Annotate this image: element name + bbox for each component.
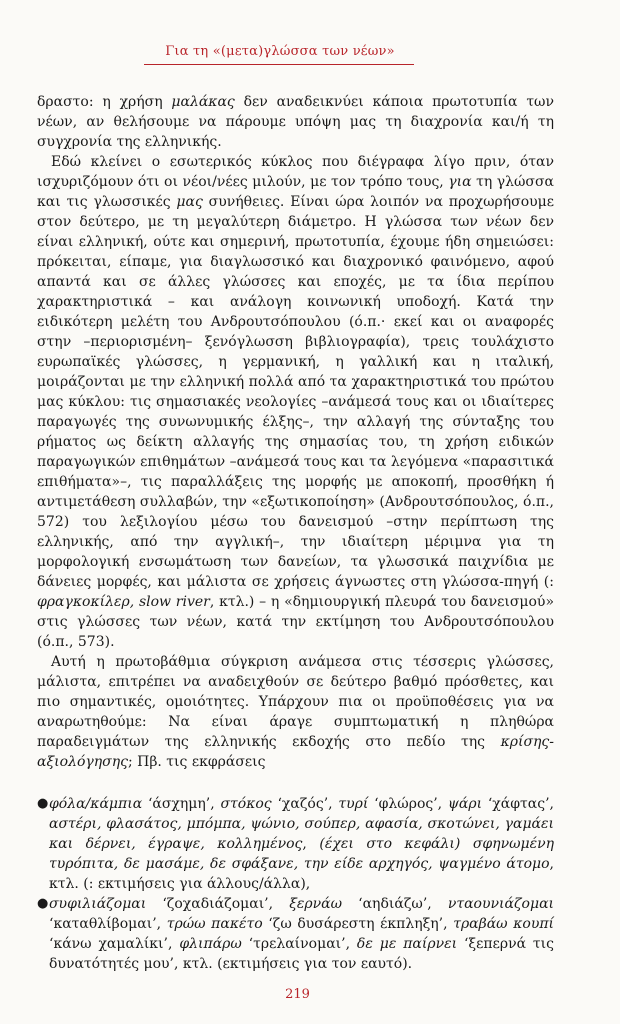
italic-term: δε με παίρνει [356,936,458,952]
text-run: , [302,836,320,852]
text-run: Αυτή η πρωτοβάθμια σύγκριση ανάμεσα στις τέσσερις γλώσσες, μάλιστα, επιτρέπει να αναδειχθούν σε δεύτερο βαθμό πρόσθετες, και πιο σημαντικές, ομοιότητες. Υπάρχουν πια οι προϋποθέσεις για να αναρωτηθούμε: Να είναι άραγε συμπτωματική η πληθώρα παραδειγμάτων της ελληνικής εκδοχής στο πεδίο της [37,654,554,750]
text-run: ‘τρελαίνομαι’, [241,936,357,952]
text-run: δραστο: η χρήση [37,94,172,110]
italic-term: ψάρι [447,796,483,812]
text-run: ‘ζοχαδιάζομαι’, [146,896,290,912]
page-body [37,92,554,974]
paragraphs [37,92,554,772]
text-run: ‘φλώρος’, [368,796,448,812]
text-run: Εδώ κλείνει ο εσωτερικός κύκλος που διέγραφα λίγο πριν, όταν ισχυριζόμουν ότι οι νέοι/νέες μιλούν, με τον τρόπο τους, [37,154,554,190]
text-run: ‘καταθλίβομαι’, [49,916,167,932]
italic-term: ξερνάω [289,896,343,912]
text-run: δεν αναδεικνύει κάποια πρωτοτυπία των νέων, αν θελήσουμε να πάρουμε υπόψη μας τη διαχρονία και/ή τη συγχρονία της ελληνικής. [37,94,554,150]
text-run: ‘χάφτας’, [482,796,554,812]
text-run: , κτλ. (: εκτιμήσεις για άλλους/άλλα), [49,856,554,892]
text-run: ‘αηδιάζω’, [342,896,448,912]
italic-term: κρίσης-αξιολόγησης [37,734,554,770]
italic-term: νταουνιάζομαι [447,896,555,912]
text-run: ‘κάνω χαμαλίκι’, [49,936,180,952]
text-run: ‘άσχημη’, [142,796,221,812]
example-bullet-list [37,794,554,974]
paragraph [37,92,554,152]
text-run: τη γλώσσα και τις γλωσσικές [37,174,554,210]
italic-term: φλιπάρω [179,936,242,952]
italic-term: τρώω πακέτο [166,916,263,932]
italic-term: τυρί [338,796,369,812]
italic-term: φόλα/κάμπια [49,796,143,812]
italic-term: συφιλιάζομαι [49,896,147,912]
list-item [37,894,554,974]
italic-term: μας [176,194,203,210]
list-item [37,794,554,894]
text-run: ; Πβ. τις εκφράσεις [127,754,266,770]
page-number: 219 [285,987,310,1002]
text-run: ‘ξεπερνά τις δυνατότητές μου’, κτλ. (εκτιμήσεις για τον εαυτό). [49,936,554,972]
paragraph [37,652,554,772]
text-run: ‘χαζός’, [271,796,339,812]
paragraph [37,152,554,652]
italic-term: αστέρι, φλασάτος, μπόμπα, ψώνιο, σούπερ, αφασία, σκοτώνει, γαμάει και δέρνει, έγραψε, κολλημένος [49,816,554,852]
italic-term: για [448,174,472,190]
italic-term: στόκος [220,796,272,812]
bullet-icon: ● [37,796,49,811]
header-rule [144,64,414,65]
text-run: ‘ζω δυσάρεστη έκπληξη’, [262,916,454,932]
running-header-title: Για τη «(μετα)γλώσσα των νέων» [165,44,395,59]
italic-term: φραγκοκίλερ, slow river [37,594,210,610]
italic-term: (έχει στο κεφάλι) σφηνωμένη τυρόπιτα, δε μασάμε, δε σφάξανε, την είδε αρχηγός, ψαγμένο άτομο [49,836,555,872]
italic-term: μαλάκας [171,94,235,110]
text-run: συνήθειες. Είναι ώρα λοιπόν να προχωρήσουμε στον δεύτερο, με τη μεγαλύτερη διάμετρο. Η γλώσσα των νέων δεν είναι ελληνική, ούτε και σημερινή, πρωτοτυπία, έχουμε ήδη σημειώσει: πρόκειται, είπαμε, για διαγλωσσικό και διαχρονικό φαινόμενο, αφού απαντά και σε άλλες γλώσσες και εποχές, με τα ίδια περίπου χαρακτηριστικά – και ανάλογη κοινωνική υποδοχή. Κατά την ειδικότερη μελέτη του Ανδρουτσόπουλου (ό.π.· εκεί και οι αναφορές στην –περιορισμένη– ξενόγλωσση βιβλιογραφία), τρεις τουλάχιστο ευρωπαϊκές γλώσσες, η γερμανική, η γαλλική και η ιταλική, μοιράζονται με την ελληνική πολλά από τα χαρακτηριστικά του πρώτου μας κύκλου: τις σημασιακές νεολογίες –ανάμεσά τους και οι ιδιαίτερες παραγωγές της συνωνυμικής έλξης–, την αλλαγή της σύνταξης του ρήματος ως δείκτη αλλαγής της σημασίας του, τη χρήση ειδικών παραγωγικών επιθημάτων –ανάμεσά τους και τα λεγόμενα «παρασιτικά επιθήματα»–, τις παραλλάξεις της μορφής με αποκοπή, προσθήκη ή αντιμετάθεση συλλαβών, την «εξωτικοποίηση» (Ανδρουτσόπουλος, ό.π., 572) του λεξιλογίου μέσω του δανεισμού –στην περίπτωση της ελληνικής, από την αγγλική–, την ιδιαίτερη μέριμνα για τη μορφολογική ενσωμάτωση των δανείων, τα γλωσσικά παιχνίδια με δάνειες μορφές, και μάλιστα σε χρήσεις άγνωστες στη γλώσσα-πηγή (: [37,194,554,590]
bullet-icon: ● [37,896,49,911]
italic-term: τραβάω κουπί [453,916,555,932]
text-run: , κτλ.) – η «δημιουργική πλευρά του δανεισμού» στις γλώσσες των νέων, κατά την εκτίμηση του Ανδρουτσόπουλου (ό.π., 573). [37,594,555,650]
